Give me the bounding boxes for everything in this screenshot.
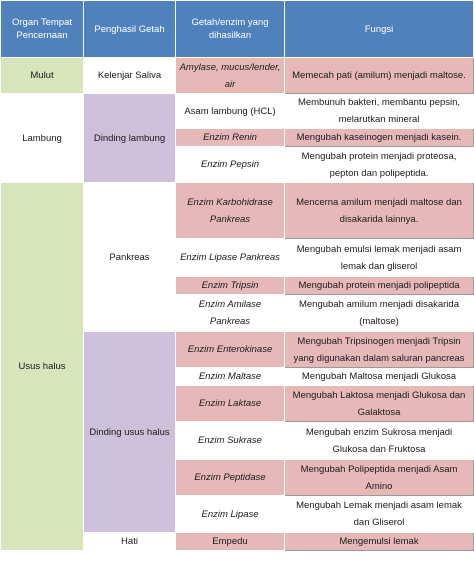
table-row bbox=[1, 58, 474, 94]
function-cell: Mengemulsi lemak bbox=[285, 533, 474, 551]
function-cell: Mengubah protein menjadi polipeptida bbox=[285, 277, 474, 295]
function-cell: Mengubah kaseinogen menjadi kasein. bbox=[285, 129, 474, 147]
function-cell: Mengubah Maltosa menjadi Glukosa bbox=[285, 368, 474, 386]
header-row bbox=[1, 1, 474, 58]
header-organ: Organ Tempat Pencernaan bbox=[1, 1, 84, 58]
header-producer: Penghasil Getah bbox=[84, 1, 176, 58]
organ-cell: Lambung bbox=[1, 94, 84, 183]
function-cell: Mengubah emulsi lemak menjadi asam lemak dan gliserol bbox=[285, 239, 474, 277]
function-cell: Mengubah amilum menjadi disakarida (maltose) bbox=[285, 295, 474, 332]
organ-cell: Mulut bbox=[1, 58, 84, 94]
producer-cell: Hati bbox=[84, 533, 176, 551]
enzyme-cell: Enzim Tripsin bbox=[176, 277, 285, 295]
enzyme-cell: Enzim Karbohidrase Pankreas bbox=[176, 183, 285, 239]
enzyme-cell: Enzim Lipase bbox=[176, 496, 285, 533]
enzyme-cell: Asam lambung (HCL) bbox=[176, 94, 285, 129]
function-cell: Mengubah protein menjadi proteosa, pepton dan polipeptida. bbox=[285, 147, 474, 183]
enzyme-cell: Enzim Amilase Pankreas bbox=[176, 295, 285, 332]
enzyme-cell: Enzim Sukrase bbox=[176, 422, 285, 460]
function-cell: Mengubah Lemak menjadi asam lemak dan Gliserol bbox=[285, 496, 474, 533]
table-row bbox=[1, 94, 474, 129]
enzyme-cell: Amylase, mucus/lender, air bbox=[176, 58, 285, 94]
enzyme-cell: Empedu bbox=[176, 533, 285, 551]
function-cell: Mengubah Polipeptida menjadi Asam Amino bbox=[285, 460, 474, 496]
header-function: Fungsi bbox=[285, 1, 474, 58]
enzyme-cell: Enzim Pepsin bbox=[176, 147, 285, 183]
producer-cell: Kelenjar Saliva bbox=[84, 58, 176, 94]
function-cell: Mengubah enzim Sukrosa menjadi Glukosa dan Fruktosa bbox=[285, 422, 474, 460]
function-cell: Mengubah Laktosa menjadi Glukosa dan Galaktosa bbox=[285, 386, 474, 422]
producer-cell: Pankreas bbox=[84, 183, 176, 332]
enzyme-cell: Enzim Maltase bbox=[176, 368, 285, 386]
table-row bbox=[1, 183, 474, 239]
enzyme-cell: Enzim Laktase bbox=[176, 386, 285, 422]
enzyme-cell: Enzim Renin bbox=[176, 129, 285, 147]
enzyme-cell: Enzim Enterokinase bbox=[176, 332, 285, 368]
header-enzyme: Getah/enzim yang dihasilkan bbox=[176, 1, 285, 58]
organ-cell: Usus halus bbox=[1, 183, 84, 551]
enzyme-cell: Enzim Lipase Pankreas bbox=[176, 239, 285, 277]
producer-cell: Dinding usus halus bbox=[84, 332, 176, 533]
producer-cell: Dinding lambung bbox=[84, 94, 176, 183]
function-cell: Memecah pati (amilum) menjadi maltose. bbox=[285, 58, 474, 94]
enzyme-cell: Enzim Peptidase bbox=[176, 460, 285, 496]
function-cell: Mengubah Tripsinogen menjadi Tripsin yang digunakan dalam saluran pancreas bbox=[285, 332, 474, 368]
function-cell: Membunuh bakteri, membantu pepsin, melarutkan mineral bbox=[285, 94, 474, 129]
function-cell: Mencerna amilum menjadi maltose dan disakarida lainnya. bbox=[285, 183, 474, 239]
